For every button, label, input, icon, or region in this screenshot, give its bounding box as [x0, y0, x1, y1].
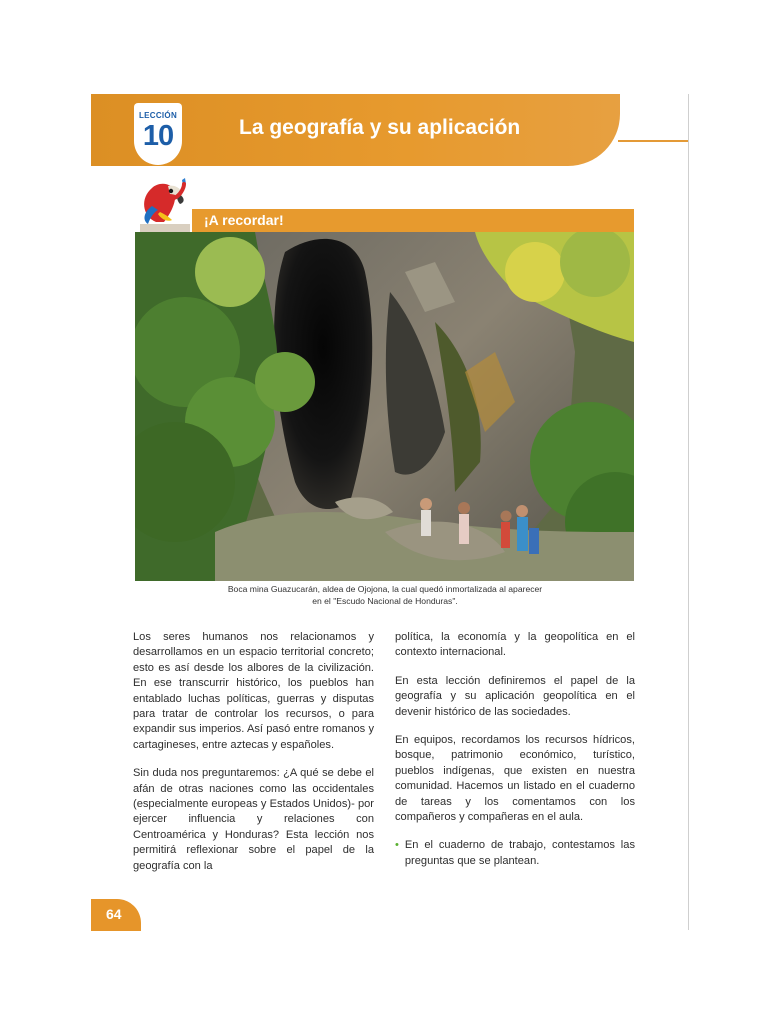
photo-caption: [150, 584, 620, 607]
bullet-marker: •: [395, 839, 399, 852]
left-column: [133, 630, 374, 887]
lesson-label: LECCIÓN: [138, 111, 178, 120]
paragraph: política, la economía y la geopolítica en el contexto internacional.: [395, 631, 635, 659]
page-edge-rule: [688, 94, 689, 930]
section-title: ¡A recordar!: [204, 212, 284, 228]
photo-caption-line-1: Boca mina Guazucarán, aldea de Ojojona, la cual quedó inmortalizada al aparecer: [227, 584, 543, 594]
header-rule: [618, 140, 688, 142]
lesson-number: 10: [142, 120, 174, 152]
paragraph: En esta lección definiremos el papel de la geografía y su aplicación geopolítica en el devenir histórico de las sociedades.: [395, 674, 635, 718]
bullet-text: En el cuaderno de trabajo, contestamos las preguntas que se plantean.: [404, 839, 635, 867]
cave-photo: [135, 232, 634, 581]
parrot-mascot-icon: [138, 176, 194, 234]
photo-caption-line-2: en el "Escudo Nacional de Honduras".: [312, 595, 458, 606]
bullet-item: [395, 838, 635, 869]
lesson-badge: [134, 103, 182, 165]
paragraph: Sin duda nos preguntaremos: ¿A qué se debe el afán de otras naciones como las occidentales (especialmente europeas y Estados Unidos)- por ejercer influencia y relaciones con Centroamérica y Honduras? Esta lección nos permitirá reflexionar sobre el papel de la geografía con la: [133, 767, 374, 872]
right-column: [395, 630, 635, 869]
paragraph: Los seres humanos nos relacionamos y desarrollamos en un espacio territorial concreto; esto es así desde los albores de la civilización. En ese transcurrir histórico, los pueblos han entablado luchas políticas, guerras y disputas para tratar de controlar los recursos, o para expandir sus imperios. Así pasó entre romanos y cartagineses, entre aztecas y españoles.: [133, 631, 374, 751]
page-title: La geografía y su aplicación: [239, 116, 521, 139]
page-number: 64: [106, 906, 122, 922]
paragraph: En equipos, recordamos los recursos hídricos, bosque, patrimonio económico, turístico, pueblos indígenas, que existen en nuestra comunidad. Hacemos un listado en el cuaderno de tareas y los comentamos con los compañeros y compañeras en el aula.: [395, 734, 635, 824]
